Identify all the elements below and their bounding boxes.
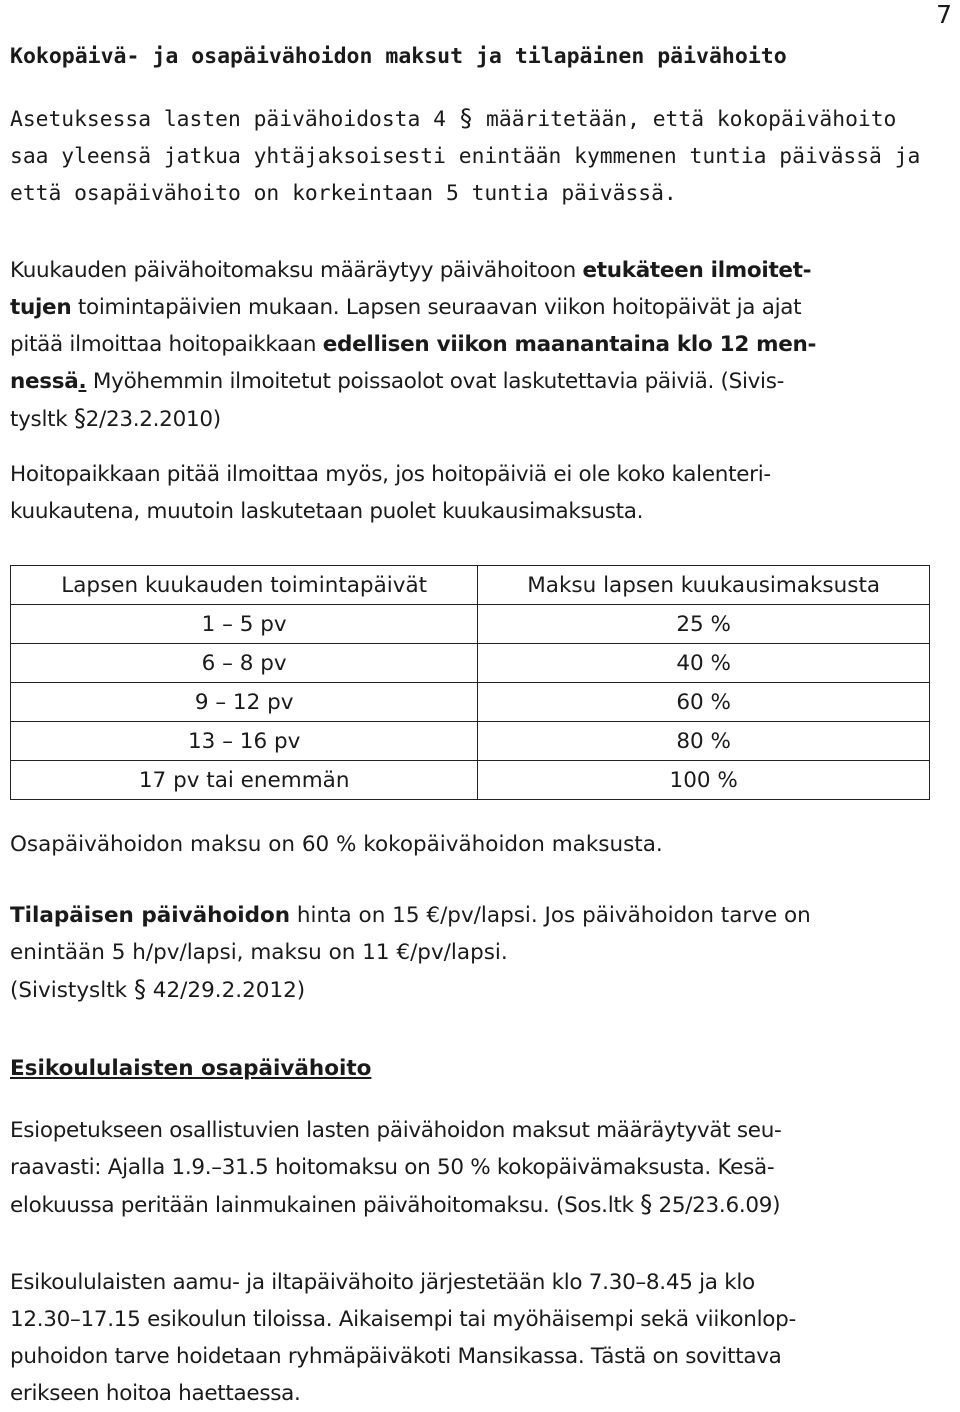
text-line: että osapäivähoito on korkeintaan 5 tuntia päivässä. <box>10 181 677 206</box>
euro-sign: € <box>426 903 441 928</box>
table-cell-fee: 60 % <box>478 683 930 722</box>
text-line: 12.30–17.15 esikoulun tiloissa. Aikaisempi tai myöhäisempi sekä viikonlop- <box>10 1307 796 1332</box>
text-line: kuukautena, muutoin laskutetaan puolet kuukausimaksusta. <box>10 499 644 524</box>
text-line: erikseen hoitoa haettaessa. <box>10 1381 301 1406</box>
paragraph-temporary-care <box>10 897 940 1009</box>
table-row <box>11 644 930 683</box>
table-header-row <box>11 566 930 605</box>
table-header-days: Lapsen kuukauden toimintapäivät <box>11 566 478 605</box>
paragraph-preschool-fees <box>10 1112 940 1224</box>
table-header-fee: Maksu lapsen kuukausimaksusta <box>478 566 930 605</box>
text-line: Asetuksessa lasten päivähoidosta 4 § määritetään, että kokopäivähoito <box>10 104 897 132</box>
text-line: Tilapäisen päivähoidon hinta on 15 €/pv/lapsi. Jos päivähoidon tarve on <box>10 903 811 928</box>
text-line: puhoidon tarve hoidetaan ryhmäpäiväkoti Mansikassa. Tästä on sovittava <box>10 1344 782 1369</box>
text-line: nessä. Myöhemmin ilmoitetut poissaolot ovat laskutettavia päiviä. (Sivis- <box>10 369 785 394</box>
text-line: enintään 5 h/pv/lapsi, maksu on 11 €/pv/lapsi. <box>10 940 508 965</box>
text-line: raavasti: Ajalla 1.9.–31.5 hoitomaksu on 50 % kokopäivämaksusta. Kesä- <box>10 1155 775 1180</box>
fee-table <box>10 565 930 800</box>
table-cell-fee: 100 % <box>478 761 930 800</box>
section-heading-fees: Kokopäivä- ja osapäivähoidon maksut ja tilapäinen päivähoito <box>10 44 787 69</box>
table-cell-days: 9 – 12 pv <box>11 683 478 722</box>
table-row <box>11 683 930 722</box>
text-line: elokuussa peritään lainmukainen päivähoitomaksu. (Sos.ltk § 25/23.6.09) <box>10 1190 781 1218</box>
table-cell-days: 17 pv tai enemmän <box>11 761 478 800</box>
section-sign: § <box>640 1190 652 1218</box>
table-cell-fee: 25 % <box>478 605 930 644</box>
section-sign: § <box>133 975 146 1003</box>
text-line: Kuukauden päivähoitomaksu määräytyy päivähoitoon etukäteen ilmoitet- <box>10 258 812 283</box>
text-line: tysltk §2/23.2.2010) <box>10 404 221 432</box>
paragraph-notice <box>10 456 940 530</box>
text-line: (Sivistysltk § 42/29.2.2012) <box>10 975 306 1003</box>
paragraph-decree <box>10 100 940 212</box>
table-row <box>11 605 930 644</box>
text-line: pitää ilmoittaa hoitopaikkaan edellisen viikon maanantaina klo 12 men- <box>10 332 817 357</box>
paragraph-part-day-fee: Osapäivähoidon maksu on 60 % kokopäivähoidon maksusta. <box>10 832 663 857</box>
section-heading-preschool: Esikoululaisten osapäivähoito <box>10 1056 372 1081</box>
section-sign: § <box>73 404 86 432</box>
euro-sign: € <box>396 940 411 965</box>
text-line: Esikoululaisten aamu- ja iltapäivähoito järjestetään klo 7.30–8.45 ja klo <box>10 1270 755 1295</box>
text-line: tujen toimintapäivien mukaan. Lapsen seuraavan viikon hoitopäivät ja ajat <box>10 295 802 320</box>
section-sign: § <box>458 104 474 132</box>
table-cell-days: 13 – 16 pv <box>11 722 478 761</box>
table-cell-days: 6 – 8 pv <box>11 644 478 683</box>
text-line: Hoitopaikkaan pitää ilmoittaa myös, jos hoitopäiviä ei ole koko kalenteri- <box>10 462 771 487</box>
table-row <box>11 761 930 800</box>
text-line: Esiopetukseen osallistuvien lasten päivähoidon maksut määräytyvät seu- <box>10 1118 782 1143</box>
page-number: 7 <box>936 0 952 29</box>
paragraph-monthly-fee <box>10 252 940 438</box>
text-line: saa yleensä jatkua yhtäjaksoisesti enintään kymmenen tuntia päivässä ja <box>10 144 921 169</box>
table-cell-fee: 80 % <box>478 722 930 761</box>
table-cell-days: 1 – 5 pv <box>11 605 478 644</box>
table-cell-fee: 40 % <box>478 644 930 683</box>
paragraph-preschool-care-times <box>10 1264 940 1412</box>
table-row <box>11 722 930 761</box>
